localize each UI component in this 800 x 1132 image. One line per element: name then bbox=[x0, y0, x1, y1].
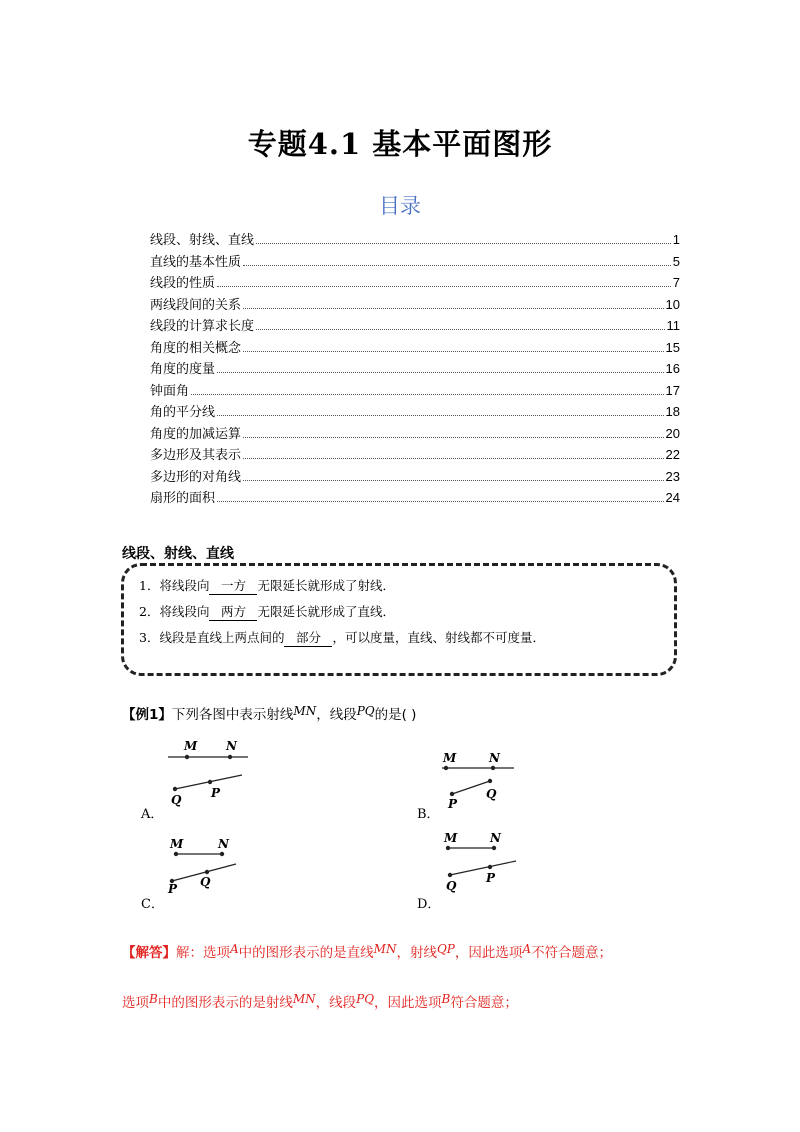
toc-leader-dots bbox=[217, 372, 664, 373]
toc-entry-label: 线段的计算求长度 bbox=[150, 319, 255, 334]
toc-entry-label: 多边形的对角线 bbox=[150, 469, 242, 485]
svg-text:P: P bbox=[448, 797, 458, 811]
toc-entry-page: 10 bbox=[665, 296, 680, 312]
example-question: 【例1】下列各图中表示射线MN，线段PQ的是( ) bbox=[122, 704, 417, 723]
toc-entry[interactable] bbox=[150, 358, 680, 380]
svg-text:Q: Q bbox=[486, 787, 497, 801]
key-point-2: 2．将线段向 两方 无限延长就形成了直线． bbox=[139, 604, 395, 619]
svg-text:M: M bbox=[443, 751, 457, 765]
toc-leader-dots bbox=[217, 501, 664, 502]
toc-entry[interactable] bbox=[150, 423, 680, 445]
toc-entry-page: 18 bbox=[665, 404, 680, 419]
toc-entry-page: 15 bbox=[665, 339, 680, 355]
key-point-1: 1．将线段向 一方 无限延长就形成了射线． bbox=[139, 578, 395, 593]
toc-leader-dots bbox=[256, 329, 664, 330]
toc-entry[interactable] bbox=[150, 272, 680, 294]
toc-entry[interactable] bbox=[150, 315, 680, 337]
toc-leader-dots bbox=[217, 286, 671, 287]
toc-entry[interactable] bbox=[150, 466, 680, 488]
toc-entry-label: 角度的加减运算 bbox=[150, 426, 242, 442]
toc-leader-dots bbox=[191, 394, 664, 395]
toc-entry-page: 7 bbox=[672, 275, 680, 290]
toc-entry-page: 11 bbox=[666, 318, 680, 333]
svg-text:Q: Q bbox=[171, 793, 182, 807]
option-a-label: A． bbox=[141, 807, 164, 822]
toc-entry[interactable] bbox=[150, 229, 680, 251]
toc-leader-dots bbox=[243, 480, 664, 481]
toc-entry-page: 24 bbox=[665, 490, 680, 505]
toc-leader-dots bbox=[256, 243, 671, 244]
figure-a bbox=[160, 738, 260, 810]
toc-heading: 目录 bbox=[379, 194, 421, 218]
fill-blank: 一方 bbox=[209, 576, 257, 595]
toc-entry[interactable] bbox=[150, 487, 680, 509]
toc-leader-dots bbox=[243, 437, 664, 438]
option-d-label: D． bbox=[417, 897, 441, 912]
svg-text:M: M bbox=[170, 837, 184, 851]
toc-leader-dots bbox=[243, 458, 664, 459]
toc-entry-label: 钟面角 bbox=[150, 383, 190, 399]
toc-leader-dots bbox=[217, 415, 664, 416]
answer-line-2: 选项B中的图形表示的是射线MN，线段PQ，因此选项B符合题意； bbox=[122, 992, 518, 1011]
toc-entry[interactable] bbox=[150, 444, 680, 466]
toc-entry-page: 17 bbox=[665, 382, 680, 398]
document-title: 专题4.1 基本平面图形 bbox=[247, 127, 553, 161]
toc-entry-page: 1 bbox=[672, 232, 680, 247]
svg-text:N: N bbox=[218, 837, 229, 851]
fill-blank: 部分 bbox=[284, 628, 332, 647]
svg-text:M: M bbox=[444, 831, 458, 845]
toc-leader-dots bbox=[243, 351, 664, 352]
toc-entry-label: 两线段间的关系 bbox=[150, 297, 242, 313]
figure-b bbox=[438, 750, 528, 815]
toc-entry[interactable] bbox=[150, 251, 680, 273]
figure-c bbox=[160, 835, 250, 895]
answer-line-1: 【解答】解：选项A中的图形表示的是直线MN，射线QP，因此选项A不符合题意； bbox=[122, 942, 613, 961]
svg-text:Q: Q bbox=[200, 875, 211, 889]
toc-entry-label: 角度的相关概念 bbox=[150, 340, 242, 356]
toc-entry[interactable] bbox=[150, 294, 680, 316]
section-heading: 线段、射线、直线 bbox=[122, 546, 234, 562]
toc-entry-page: 23 bbox=[665, 468, 680, 484]
toc-entry-label: 直线的基本性质 bbox=[150, 254, 242, 270]
figure-d bbox=[438, 830, 528, 895]
table-of-contents bbox=[150, 229, 680, 509]
svg-text:N: N bbox=[226, 739, 237, 753]
key-point-3: 3．线段是直线上两点间的 部分 ，可以度量，直线、射线都不可度量． bbox=[139, 630, 545, 645]
toc-entry-page: 20 bbox=[665, 425, 680, 441]
toc-entry[interactable] bbox=[150, 401, 680, 423]
toc-entry-label: 线段、射线、直线 bbox=[150, 233, 255, 248]
toc-leader-dots bbox=[243, 265, 671, 266]
toc-entry-label: 角度的度量 bbox=[150, 362, 216, 377]
toc-entry-page: 16 bbox=[665, 361, 680, 376]
toc-entry-label: 多边形及其表示 bbox=[150, 448, 242, 463]
option-c-label: C． bbox=[141, 897, 164, 912]
svg-text:M: M bbox=[184, 739, 198, 753]
svg-text:N: N bbox=[490, 831, 501, 845]
option-b-label: B． bbox=[417, 807, 440, 822]
fill-blank: 两方 bbox=[209, 602, 257, 621]
svg-text:Q: Q bbox=[446, 879, 457, 893]
toc-entry[interactable] bbox=[150, 337, 680, 359]
svg-text:P: P bbox=[486, 871, 496, 885]
svg-text:N: N bbox=[489, 751, 500, 765]
toc-entry-label: 线段的性质 bbox=[150, 276, 216, 291]
toc-leader-dots bbox=[243, 308, 664, 309]
toc-entry-label: 扇形的面积 bbox=[150, 491, 216, 506]
svg-text:P: P bbox=[211, 786, 221, 800]
toc-entry-label: 角的平分线 bbox=[150, 405, 216, 420]
toc-entry[interactable] bbox=[150, 380, 680, 402]
key-points-box bbox=[121, 563, 677, 676]
svg-text:P: P bbox=[168, 882, 178, 895]
toc-entry-page: 5 bbox=[672, 253, 680, 269]
toc-entry-page: 22 bbox=[665, 447, 680, 462]
